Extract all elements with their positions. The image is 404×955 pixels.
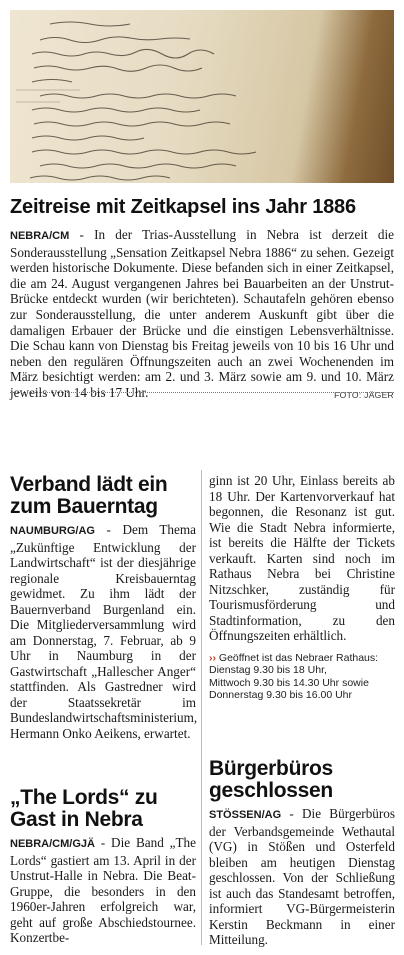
article3-dateline: NEBRA/CM/GJÄ [10,838,95,850]
handwritten-document-photo [10,10,394,183]
article4-body [209,806,395,948]
article2-dateline: NAUMBURG/AG [10,525,95,537]
hours-line-3: Donnerstag 9.30 bis 16.00 Uhr [209,689,353,701]
article3-text-right: ginn ist 20 Uhr, Einlass bereits ab 18 Uhr. Der Kartenvorverkauf hat begonnen, die Resonanz ist gut. Wie die Stadt Nebra informierte, ist bereits die Hälfte der Tickets verkauft. Karten sind noch im Rathaus Nebra bei Christine Nitzschker, zuständig für Tourismusförderung und Stadtinformation, zu den Öffnungszeiten erhältlich. [209,473,395,643]
article2 [10,474,196,741]
hours-line-0: Geöffnet ist das Nebraer Rathaus: [218,651,379,664]
article4 [209,758,395,948]
hours-line-1: Dienstag 9.30 bis 18 Uhr, [209,664,327,676]
article1-text: - In der Trias-Ausstellung in Nebra ist derzeit die Sonderausstellung „Sensation Zeitkapsel Nebra 1886“ zu sehen. Gezeigt werden historische Dokumente. Diese befanden sich in einer Zeitkapsel, die am 24. August vergangenen Jahres bei Bauarbeiten an der Unstrut-Brücke entdeckt wurden (wir berichteten). Schautafeln gehören ebenso zur Sonderausstellung, die unter anderem Auskunft gibt über die damaligen Erbauer der Brücke und die einstigen Lebensverhältnisse. Die Schau kann von Dienstag bis Freitag jeweils von 10 bis 16 Uhr und neben den regulären Öffnungszeiten auch an zwei Wochenenden im März besichtigt werden: am 2. und 3. März sowie am 9. und 10. März jeweils von 14 bis 17 Uhr. [10,227,394,400]
article3-text-left: - Die Band „The Lords“ gastiert am 13. April in der Unstrut-Halle in Nebra. Die Beat-Gruppe, die besonders in den 1960er-Jahren erfolgreich war, geht auf große Abschiedstournee. Konzertbe- [10,835,196,945]
article1-dateline: NEBRA/CM [10,230,70,242]
article4-dateline: STÖSSEN/AG [209,809,282,821]
article2-headline: Verband lädt ein zum Bauerntag [10,473,168,518]
article1-headline: Zeitreise mit Zeitkapsel ins Jahr 1886 [10,196,356,218]
article3-body-left [10,835,196,946]
handwriting-icon [10,10,394,183]
article4-text: - Die Bürgerbüros der Verbandsgemeinde Wethautal (VG) in Stößen und Osterfeld bleiben am heutigen Dienstag geschlossen. Von der Schließung ist auch das Standesamt betroffen, informiert VG-Bürgermeisterin Kerstin Beckmann in einer Mitteilung. [209,806,395,947]
article3-continued [209,473,395,702]
article3 [10,787,196,946]
article3-headline: „The Lords“ zu Gast in Nebra [10,786,158,831]
hours-line-2: Mittwoch 9.30 bis 14.30 Uhr sowie [209,676,369,689]
photo-credit: FOTO: JÄGER [334,389,394,400]
article4-headline: Bürgerbüros geschlossen [209,757,333,802]
town-hall-hours [209,652,395,702]
column-rule [201,470,202,945]
article1-body [10,227,394,404]
section-divider [10,392,394,393]
article2-body [10,522,196,741]
article2-text: - Dem Thema „Zukünftige Entwicklung der Landwirtschaft“ ist der diesjährige regionale Kreisbauerntag gewidmet. Zu ihm lädt der Bauernverband Burgenland ein. Die Mitgliederversammlung wird am Donnerstag, 7. Februar, ab 9 Uhr in Naumburg in der Gastwirtschaft „Hallescher Anger“ stattfinden. Als Gastredner wird der Staatssekretär im Bundeslandwirtschaftsministerium, Hermann Onko Aeikens, erwartet. [10,522,198,741]
arrow-marker-icon: ›› [209,651,216,664]
